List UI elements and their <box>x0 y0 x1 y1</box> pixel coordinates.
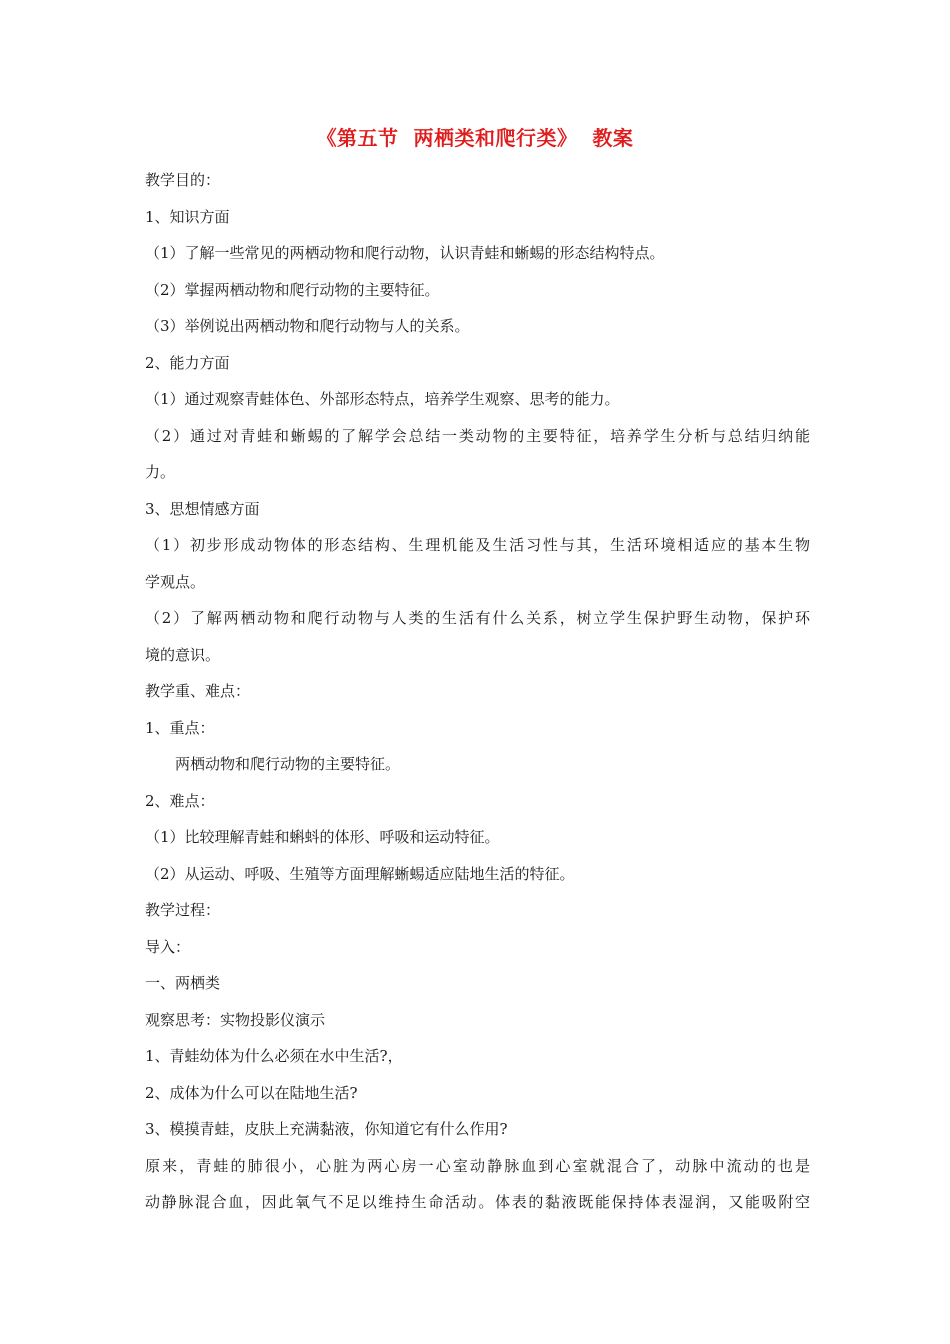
text-line: （2）掌握两栖动物和爬行动物的主要特征。 <box>145 280 440 299</box>
text-line: 1、知识方面 <box>145 207 230 226</box>
document-title: 《第五节 两栖类和爬行类》 教案 <box>316 126 634 150</box>
text-line: （1）比较理解青蛙和蝌蚪的体形、呼吸和运动特征。 <box>145 828 500 846</box>
text-line: 2、能力方面 <box>145 353 230 372</box>
text-line: 1、青蛙幼体为什么必须在水中生活?， <box>145 1047 403 1065</box>
text-line: 动静脉混合血，因此氧气不足以维持生命活动。体表的黏液既能保持体表湿润，又能吸附空 <box>145 1193 810 1211</box>
document-body <box>145 162 810 1221</box>
text-line: （2）通过对青蛙和蜥蜴的了解学会总结一类动物的主要特征，培养学生分析与总结归纳能 <box>145 426 810 445</box>
text-line: 导入： <box>145 937 191 956</box>
text-line: 教学目的： <box>145 171 221 189</box>
text-line: 一、两栖类 <box>145 974 221 992</box>
text-line: 境的意识。 <box>145 645 221 664</box>
text-line: 教学过程： <box>145 901 221 919</box>
text-line: 学观点。 <box>145 572 206 591</box>
text-line: （1）通过观察青蛙体色、外部形态特点，培养学生观察、思考的能力。 <box>145 390 620 408</box>
text-line: （3）举例说出两栖动物和爬行动物与人的关系。 <box>145 317 470 335</box>
text-line: （2）从运动、呼吸、生殖等方面理解蜥蜴适应陆地生活的特征。 <box>145 864 575 883</box>
text-line: 2、难点： <box>145 791 215 810</box>
text-line: 2、成体为什么可以在陆地生活? <box>145 1083 358 1102</box>
text-line: 3、模摸青蛙，皮肤上充满黏液，你知道它有什么作用? <box>145 1120 508 1138</box>
text-line: 观察思考：实物投影仪演示 <box>145 1010 326 1029</box>
text-line: （1）了解一些常见的两栖动物和爬行动物，认识青蛙和蜥蜴的形态结构特点。 <box>145 244 665 262</box>
text-line: 3、思想情感方面 <box>145 499 260 518</box>
text-line: 1、重点： <box>145 718 215 737</box>
text-line: 教学重、难点： <box>145 682 251 700</box>
text-line: 两栖动物和爬行动物的主要特征。 <box>175 755 401 773</box>
text-line: 力。 <box>145 463 176 481</box>
text-line: 原来，青蛙的肺很小，心脏为两心房一心室动静脉血到心室就混合了，动脉中流动的也是 <box>145 1156 810 1175</box>
text-line: （2）了解两栖动物和爬行动物与人类的生活有什么关系，树立学生保护野生动物，保护环 <box>145 609 810 627</box>
text-line: （1）初步形成动物体的形态结构、生理机能及生活习性与其，生活环境相适应的基本生物 <box>145 536 810 554</box>
